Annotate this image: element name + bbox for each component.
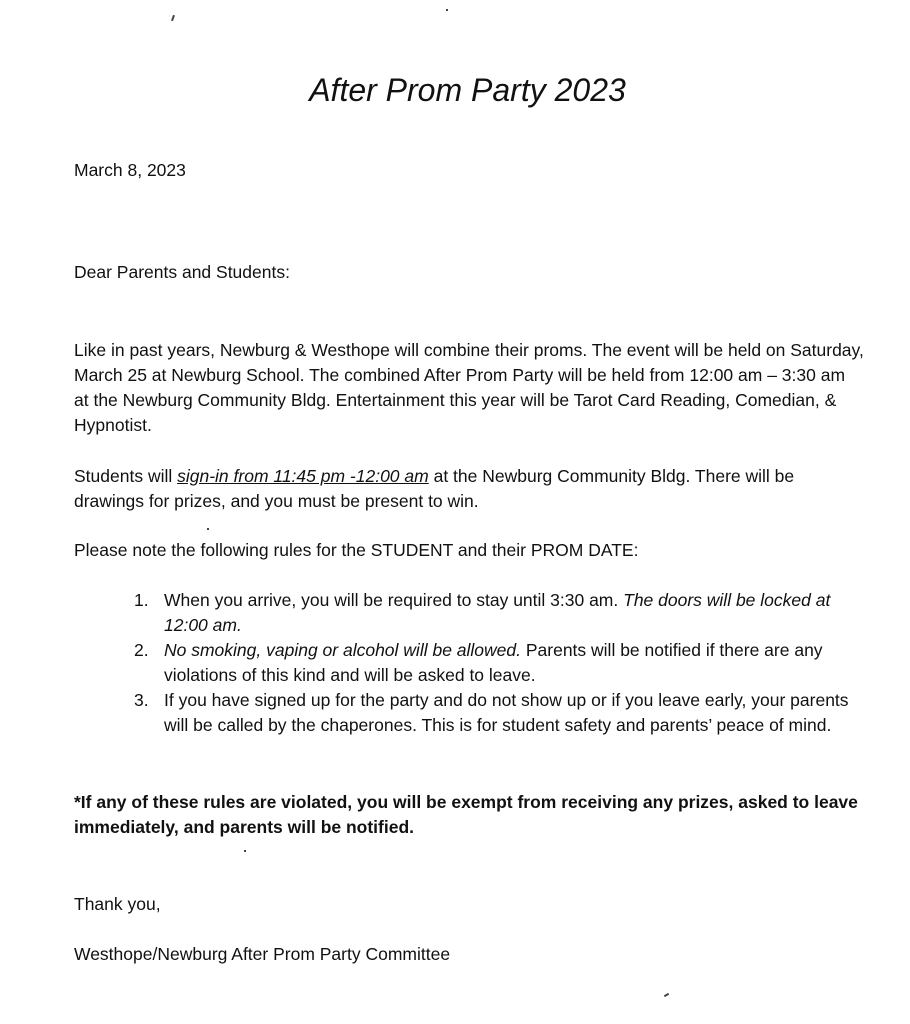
sign-in-time: sign-in from 11:45 pm -12:00 am — [177, 466, 429, 486]
rule-number: 2. — [134, 640, 149, 660]
paragraph-sign-in — [74, 464, 864, 514]
rules-warning: *If any of these rules are violated, you will be exempt from receiving any prizes, asked to leave immediately, and parents will be notified. — [74, 792, 858, 837]
scan-speck — [446, 9, 448, 11]
letter-title: After Prom Party 2023 — [309, 72, 626, 108]
rule-number: 1. — [134, 590, 149, 610]
letter-date: March 8, 2023 — [74, 160, 186, 180]
rule-item — [134, 588, 874, 638]
scan-speck — [664, 993, 669, 997]
sign-in-tail: at the Newburg Community Bldg. There will be drawings for prizes, and you must be present to win. — [74, 466, 795, 511]
scan-speck — [207, 528, 209, 530]
rule-text: If you have signed up for the party and do not show up or if you leave early, your parents will be called by the chaperones. This is for student safety and parents’ peace of mind. — [164, 690, 849, 735]
scan-speck — [171, 15, 175, 21]
rule-item — [134, 688, 874, 738]
rule-text: When you arrive, you will be required to stay until 3:30 am. — [164, 590, 624, 610]
paragraph-event-info: Like in past years, Newburg & Westhope will combine their proms. The event will be held on Saturday, March 25 at Newburg School. The combined After Prom Party will be held from 12:00 am – 3:30 am at the Newburg Community Bldg. Entertainment this year will be Tarot Card Reading, Comedian, & Hypnotist. — [74, 340, 864, 435]
scan-speck — [244, 850, 246, 852]
salutation: Dear Parents and Students: — [74, 262, 290, 282]
sign-in-lead: Students will — [74, 466, 178, 486]
rules-intro: Please note the following rules for the STUDENT and their PROM DATE: — [74, 540, 639, 560]
closing: Thank you, — [74, 894, 161, 914]
rule-text: Parents will be notified if there are any violations of this kind and will be asked to leave. — [164, 640, 823, 685]
rule-italic-text: No smoking, vaping or alcohol will be allowed. — [164, 640, 521, 660]
signature: Westhope/Newburg After Prom Party Committee — [74, 944, 451, 964]
rule-number: 3. — [134, 690, 149, 710]
rule-italic-text: The doors will be locked at 12:00 am. — [164, 590, 831, 635]
rules-list — [134, 588, 874, 738]
rule-item — [134, 638, 874, 688]
